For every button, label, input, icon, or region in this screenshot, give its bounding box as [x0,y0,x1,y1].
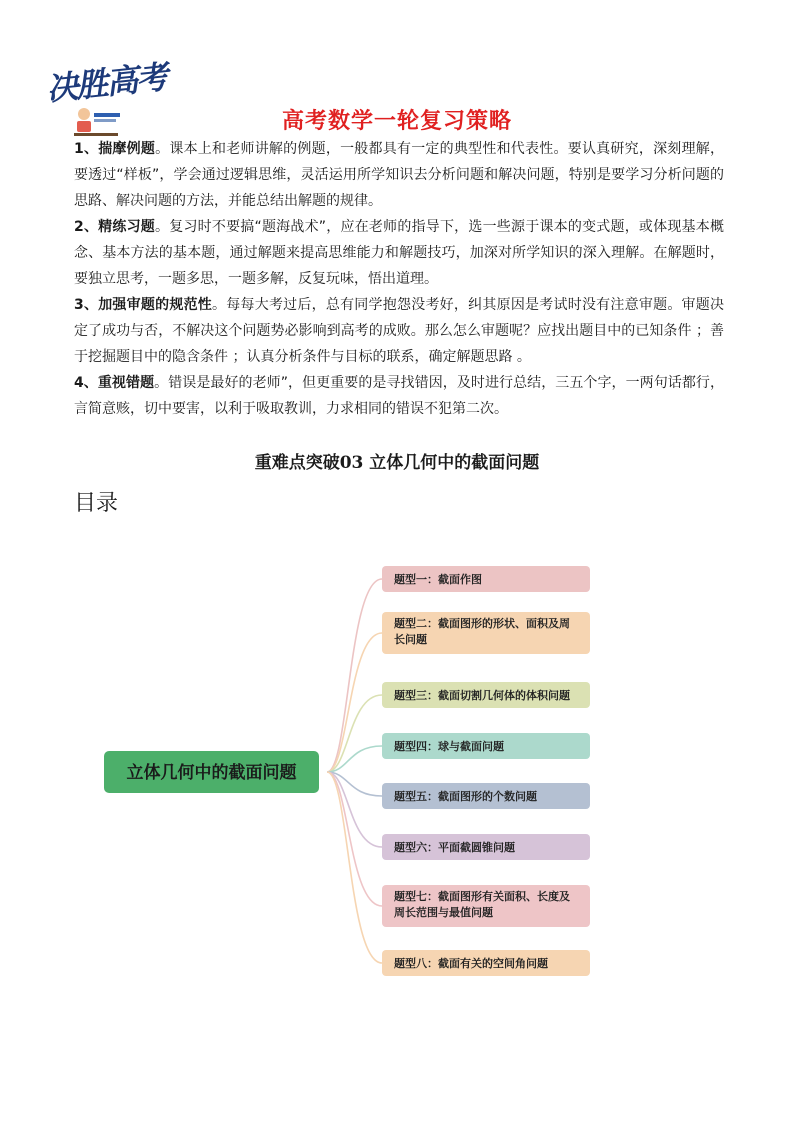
strategy-body: 。复习时不要搞“题海战术”，应在老师的指导下，选一些源于课本的变式题，或体现基本概念、基本方法的基本题，通过解题来提高思维能力和解题技巧，加深对所学知识的深入理解。在解题时，要独立思考，一题多思，一题多解，反复玩味，悟出道理。 [74,219,724,287]
mindmap-branch-label: 题型八：截面有关的空间角问题 [394,957,548,970]
strategy-list [74,136,724,422]
mindmap-connector [327,633,382,772]
strategy-item [74,292,724,370]
section-title: 重难点突破03 立体几何中的截面问题 [254,453,540,473]
mindmap-branch-label: 长问题 [394,633,427,646]
mindmap-branch-label: 题型一：截面作图 [394,573,482,586]
strategy-item [74,136,724,214]
toc-title: 目录 [74,491,119,516]
strategy-head: 3、加强审题的规范性 [74,297,213,313]
mindmap [0,540,794,1000]
main-title: 高考数学一轮复习策略 [281,109,512,134]
strategy-head: 2、精练习题 [74,219,156,235]
strategy-item [74,370,724,422]
mindmap-branch-label: 题型三：截面切割几何体的体积问题 [394,689,570,702]
mindmap-root-label: 立体几何中的截面问题 [126,763,297,783]
mindmap-branch-label: 题型五：截面图形的个数问题 [394,790,537,803]
mindmap-branch-label: 题型六：平面截圆锥问题 [394,841,515,854]
mindmap-branch-label: 题型七：截面图形有关面积、长度及 [394,890,570,903]
strategy-head: 4、重视错题 [74,375,155,391]
mindmap-branch-label: 周长范围与最值问题 [394,906,493,919]
strategy-item [74,214,724,292]
strategy-head: 1、揣摩例题 [74,141,156,157]
strategy-body: 。错误是最好的老师”，但更重要的是寻找错因，及时进行总结，三五个字，一两句话都行，言简意赅，切中要害，以利于吸取教训，力求相同的错误不犯第二次。 [74,375,724,417]
strategy-body: 。课本上和老师讲解的例题，一般都具有一定的典型性和代表性。要认真研究，深刻理解，要透过“样板”，学会通过逻辑思维，灵活运用所学知识去分析问题和解决问题，特别是要学习分析问题的思路、解决问题的方法，并能总结出解题的规律。 [74,141,724,209]
strategy-body: 。每每大考过后，总有同学抱怨没考好，纠其原因是考试时没有注意审题。审题决定了成功与否，不解决这个问题势必影响到高考的成败。那么怎么审题呢？应找出题目中的已知条件 ；善于挖掘题目中的隐含条件 ；认真分析条件与目标的联系，确定解题思路 。 [74,297,725,365]
mindmap-connector [327,772,382,906]
mindmap-connector [327,579,382,772]
mindmap-branch-label: 题型二：截面图形的形状、面积及周 [394,617,570,630]
logo-text: 决胜高考 [44,57,168,109]
mindmap-branch-label: 题型四：球与截面问题 [394,740,504,753]
mindmap-connector [327,772,382,963]
